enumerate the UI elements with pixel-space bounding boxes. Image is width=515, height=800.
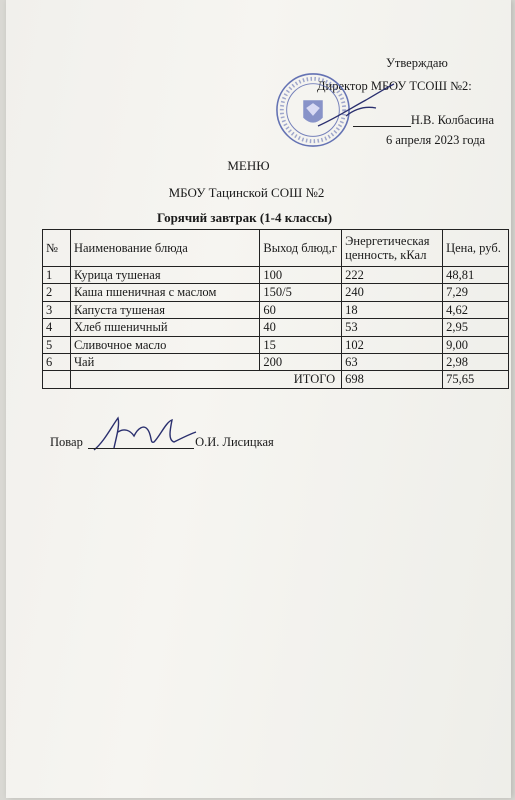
col-price: Цена, руб. <box>443 230 509 267</box>
approve-label: Утверждаю <box>386 56 448 70</box>
cell-number: 3 <box>43 301 71 318</box>
cell-weight: 40 <box>260 319 342 336</box>
meal-title: Горячий завтрак (1-4 классы) <box>156 210 333 225</box>
total-kcal: 698 <box>342 371 443 388</box>
cell-energy: 53 <box>342 319 443 336</box>
cell-energy: 18 <box>342 301 443 318</box>
menu-title: МЕНЮ <box>227 158 270 173</box>
cell-weight: 150/5 <box>260 284 342 301</box>
cell-weight: 60 <box>260 301 342 318</box>
cell-number: 4 <box>43 319 71 336</box>
table-row <box>43 301 509 318</box>
table-total-row <box>43 371 509 388</box>
cell-dish: Чай <box>70 353 259 370</box>
table-row <box>43 267 509 284</box>
cell-energy: 63 <box>342 353 443 370</box>
cell-price: 9,00 <box>443 336 509 353</box>
cell-number: 2 <box>43 284 71 301</box>
cell-weight: 100 <box>260 267 342 284</box>
director-signature-icon <box>316 78 406 138</box>
cell-dish: Хлеб пшеничный <box>70 319 259 336</box>
director-name: Н.В. Колбасина <box>410 113 494 127</box>
col-number: № <box>43 230 71 267</box>
menu-table <box>42 229 509 389</box>
school-name: МБОУ Тацинской СОШ №2 <box>168 185 325 200</box>
total-label: ИТОГО <box>70 371 341 388</box>
cell-dish: Капуста тушеная <box>70 301 259 318</box>
cell-price: 48,81 <box>443 267 509 284</box>
cell-number: 5 <box>43 336 71 353</box>
cell-weight: 15 <box>260 336 342 353</box>
cell-price: 2,98 <box>443 353 509 370</box>
cell-number: 6 <box>43 353 71 370</box>
cook-name: О.И. Лисицкая <box>195 435 274 449</box>
cell-energy: 240 <box>342 284 443 301</box>
cell-empty <box>43 371 71 388</box>
table-row <box>43 284 509 301</box>
cell-dish: Каша пшеничная с маслом <box>70 284 259 301</box>
cell-number: 1 <box>43 267 71 284</box>
table-row <box>43 319 509 336</box>
cell-weight: 200 <box>260 353 342 370</box>
col-dish: Наименование блюда <box>70 230 259 267</box>
approval-date: 6 апреля 2023 года <box>386 133 486 147</box>
col-weight: Выход блюд,г <box>260 230 342 267</box>
total-price: 75,65 <box>443 371 509 388</box>
director-line: Директор МБОУ ТСОШ №2: <box>317 79 472 93</box>
cell-energy: 222 <box>342 267 443 284</box>
cell-dish: Сливочное масло <box>70 336 259 353</box>
table-header-row <box>43 230 509 267</box>
cell-price: 7,29 <box>443 284 509 301</box>
cell-price: 4,62 <box>443 301 509 318</box>
cell-energy: 102 <box>342 336 443 353</box>
cell-price: 2,95 <box>443 319 509 336</box>
cook-label: Повар <box>50 435 83 449</box>
cook-line <box>50 435 274 450</box>
table-row <box>43 353 509 370</box>
table-row <box>43 336 509 353</box>
col-energy: Энергетическая ценность, кКал <box>342 230 443 267</box>
document-page <box>6 0 511 798</box>
cell-dish: Курица тушеная <box>70 267 259 284</box>
